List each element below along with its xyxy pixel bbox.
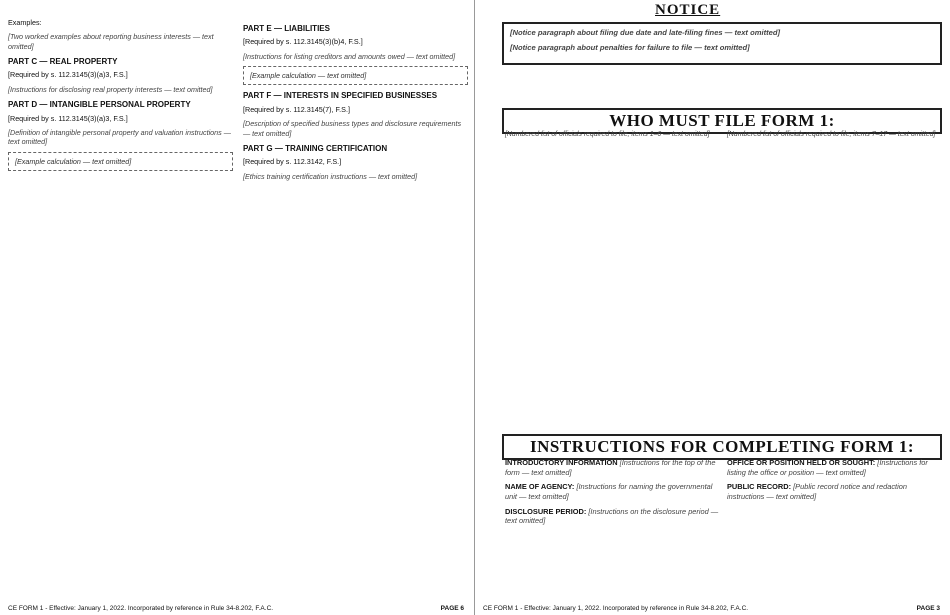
left-page-number: PAGE 6 <box>440 605 464 612</box>
notice-title: NOTICE <box>655 2 721 18</box>
left-column-2 <box>243 18 468 186</box>
part-d-title: PART D — INTANGIBLE PERSONAL PROPERTY <box>8 100 191 110</box>
instructions-column-2 <box>727 458 943 507</box>
intro-label: INTRODUCTORY INFORMATION <box>505 458 618 467</box>
part-e-requirement: [Required by s. 112.3145(3)(b)4, F.S.] <box>243 37 363 47</box>
instructions-column-1 <box>505 458 721 531</box>
part-f-placeholder: [Description of specified business types and disclosure requirements — text omitted] <box>243 119 462 138</box>
period-section <box>505 507 721 526</box>
right-page-number: PAGE 3 <box>916 605 940 612</box>
agency-label: NAME OF AGENCY: <box>505 482 575 492</box>
part-c-requirement: [Required by s. 112.3145(3)(a)3, F.S.] <box>8 70 128 80</box>
record-section <box>727 482 943 501</box>
right-footer: CE FORM 1 - Effective: January 1, 2022. Incorporated by reference in Rule 34-8.202, F.A.C. <box>483 605 749 612</box>
left-column-1 <box>8 18 233 177</box>
part-g-placeholder: [Ethics training certification instructions — text omitted] <box>243 171 418 181</box>
who-list-1: [Numbered list of officials required to file, items 1–6 — text omitted] <box>505 131 710 138</box>
left-footer: CE FORM 1 - Effective: January 1, 2022. Incorporated by reference in Rule 34-8.202, F.A.C. <box>8 605 274 612</box>
notice-box <box>502 22 942 65</box>
office-text: [Instructions for listing the office or position — text omitted] <box>727 458 928 477</box>
who-must-file-column-2 <box>727 131 943 145</box>
part-e-placeholder: [Instructions for listing creditors and amounts owed — text omitted] <box>243 51 456 61</box>
who-list-2: [Numbered list of officials required to file, items 7–17 — text omitted] <box>727 131 936 138</box>
intro-text: [Instructions for the top of the form — text omitted] <box>505 458 716 477</box>
record-text: [Public record notice and redaction instructions — text omitted] <box>727 482 907 501</box>
who-must-file-banner: WHO MUST FILE FORM 1: <box>502 108 942 134</box>
part-f-requirement: [Required by s. 112.3145(7), F.S.] <box>243 104 350 114</box>
agency-section <box>505 482 721 501</box>
part-d-requirement: [Required by s. 112.3145(3)(a)3, F.S.] <box>8 113 128 123</box>
record-label: PUBLIC RECORD: <box>727 482 792 492</box>
office-section <box>727 458 943 477</box>
part-d-example-box: [Example calculation — text omitted] <box>8 152 233 171</box>
part-e-example-box: [Example calculation — text omitted] <box>243 66 468 85</box>
period-text: [Instructions on the disclosure period — text omitted] <box>505 506 719 526</box>
examples-placeholder: [Two worked examples about reporting business interests — text omitted] <box>8 32 214 51</box>
period-label: DISCLOSURE PERIOD: <box>505 506 587 516</box>
examples-heading: Examples: <box>8 18 42 27</box>
who-must-file-column-1 <box>505 131 721 145</box>
part-f-title: PART F — INTERESTS IN SPECIFIED BUSINESSES <box>243 91 438 101</box>
instructions-banner: INSTRUCTIONS FOR COMPLETING FORM 1: <box>502 434 942 460</box>
agency-text: [Instructions for naming the governmental unit — text omitted] <box>505 482 713 501</box>
part-d-placeholder: [Definition of intangible personal property and valuation instructions — text omitted] <box>8 127 231 147</box>
part-g-title: PART G — TRAINING CERTIFICATION <box>243 143 388 153</box>
part-e-title: PART E — LIABILITIES <box>243 24 330 33</box>
office-label: OFFICE OR POSITION HELD OR SOUGHT: <box>727 458 876 467</box>
part-c-title: PART C — REAL PROPERTY <box>8 57 118 67</box>
page-3 <box>475 0 950 615</box>
part-c-placeholder: [Instructions for disclosing real property interests — text omitted] <box>8 84 213 94</box>
notice-paragraph-2: [Notice paragraph about penalties for failure to file — text omitted] <box>510 43 750 53</box>
intro-section <box>505 458 721 477</box>
part-g-requirement: [Required by s. 112.3142, F.S.] <box>243 157 342 167</box>
notice-paragraph-1: [Notice paragraph about filing due date and late-filing fines — text omitted] <box>510 28 781 37</box>
